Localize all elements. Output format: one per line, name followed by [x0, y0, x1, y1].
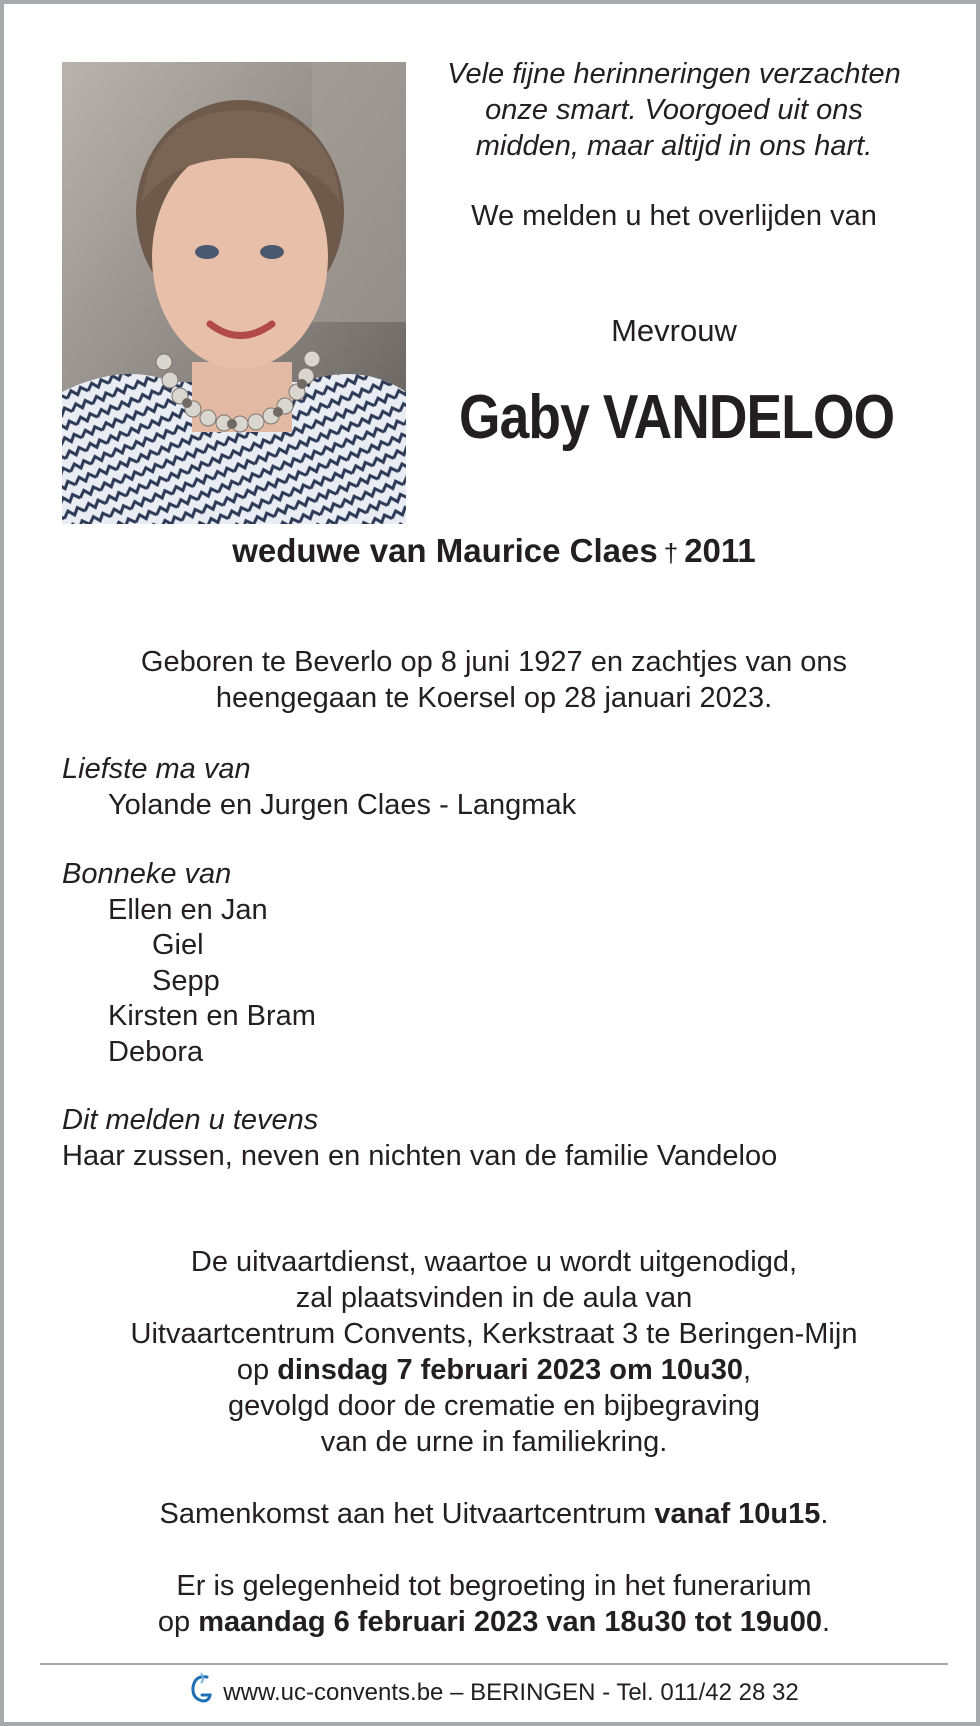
grandchild-entry: Debora — [108, 1035, 204, 1068]
grandchild-entry: Ellen en Jan — [108, 893, 268, 926]
honorific: Mevrouw — [611, 313, 737, 348]
announcement-intro: We melden u het overlijden van — [471, 200, 877, 232]
viewing-datetime: maandag 6 februari 2023 van 18u30 tot 19u00 — [198, 1606, 823, 1638]
service-line: zal plaatsvinden in de aula van — [295, 1282, 693, 1314]
service-line: gevolgd door de crematie en bijbegraving — [227, 1390, 760, 1422]
viewing-post: . — [822, 1606, 831, 1638]
also-announce-text: Haar zussen, neven en nichten van de familie Vandeloo — [62, 1139, 778, 1172]
portrait-photo — [62, 62, 406, 524]
quote-line: midden, maar altijd in ons hart. — [475, 130, 873, 162]
mother-of-section — [62, 752, 576, 823]
deceased-name: Gaby VANDELOO — [459, 383, 895, 452]
gathering-pre: Samenkomst aan het Uitvaartcentrum — [159, 1498, 655, 1530]
mother-of-names: Yolande en Jurgen Claes - Langmak — [108, 788, 577, 821]
footer-contact: www.uc-convents.be – BERINGEN - Tel. 011/42 28 32 — [223, 1679, 799, 1706]
also-announce-section — [62, 1103, 777, 1174]
birth-death-info — [4, 644, 980, 716]
grandchild-entry: Kirsten en Bram — [108, 1000, 316, 1032]
cross-icon: † — [663, 538, 679, 568]
gathering-line — [4, 1496, 980, 1532]
quote-line: Vele fijne herinneringen verzachten — [447, 58, 901, 90]
service-datetime: dinsdag 7 februari 2023 om 10u30 — [277, 1354, 744, 1386]
gathering-post: . — [820, 1498, 829, 1530]
service-date-post: , — [743, 1354, 752, 1386]
widow-text: weduwe van Maurice Claes — [232, 532, 658, 569]
service-venue: Uitvaartcentrum Convents, Kerkstraat 3 te Beringen-Mijn — [130, 1318, 858, 1350]
service-date-line — [4, 1352, 980, 1388]
quote-line: onze smart. Voorgoed uit ons — [485, 94, 863, 126]
viewing-pre: op — [157, 1606, 199, 1638]
service-line: De uitvaartdienst, waartoe u wordt uitgenodigd, — [190, 1246, 798, 1278]
mother-of-lead: Liefste ma van — [62, 753, 251, 785]
birth-line: Geboren te Beverlo op 8 juni 1927 en zachtjes van ons — [140, 646, 848, 678]
great-grandchild-entry: Sepp — [152, 964, 220, 997]
funeral-service-info — [4, 1244, 980, 1640]
funeral-home-footer — [4, 1671, 980, 1715]
footer-divider — [40, 1663, 948, 1665]
viewing-date-line — [4, 1604, 980, 1640]
widow-year: 2011 — [684, 532, 756, 569]
gathering-time: vanaf 10u15 — [654, 1498, 821, 1530]
service-date-pre: op — [236, 1354, 278, 1386]
viewing-line: Er is gelegenheid tot begroeting in het funerarium — [176, 1570, 812, 1602]
great-grandchild-entry: Giel — [152, 929, 204, 961]
funeral-home-logo-icon — [189, 1671, 213, 1715]
death-line: heengegaan te Koersel op 28 januari 2023. — [215, 682, 773, 714]
memorial-quote — [424, 56, 924, 164]
grandmother-of-lead: Bonneke van — [62, 858, 232, 890]
grandmother-of-section — [62, 857, 316, 1070]
service-line: van de urne in familiekring. — [320, 1426, 668, 1458]
widow-line — [4, 530, 980, 574]
also-announce-lead: Dit melden u tevens — [62, 1104, 319, 1136]
